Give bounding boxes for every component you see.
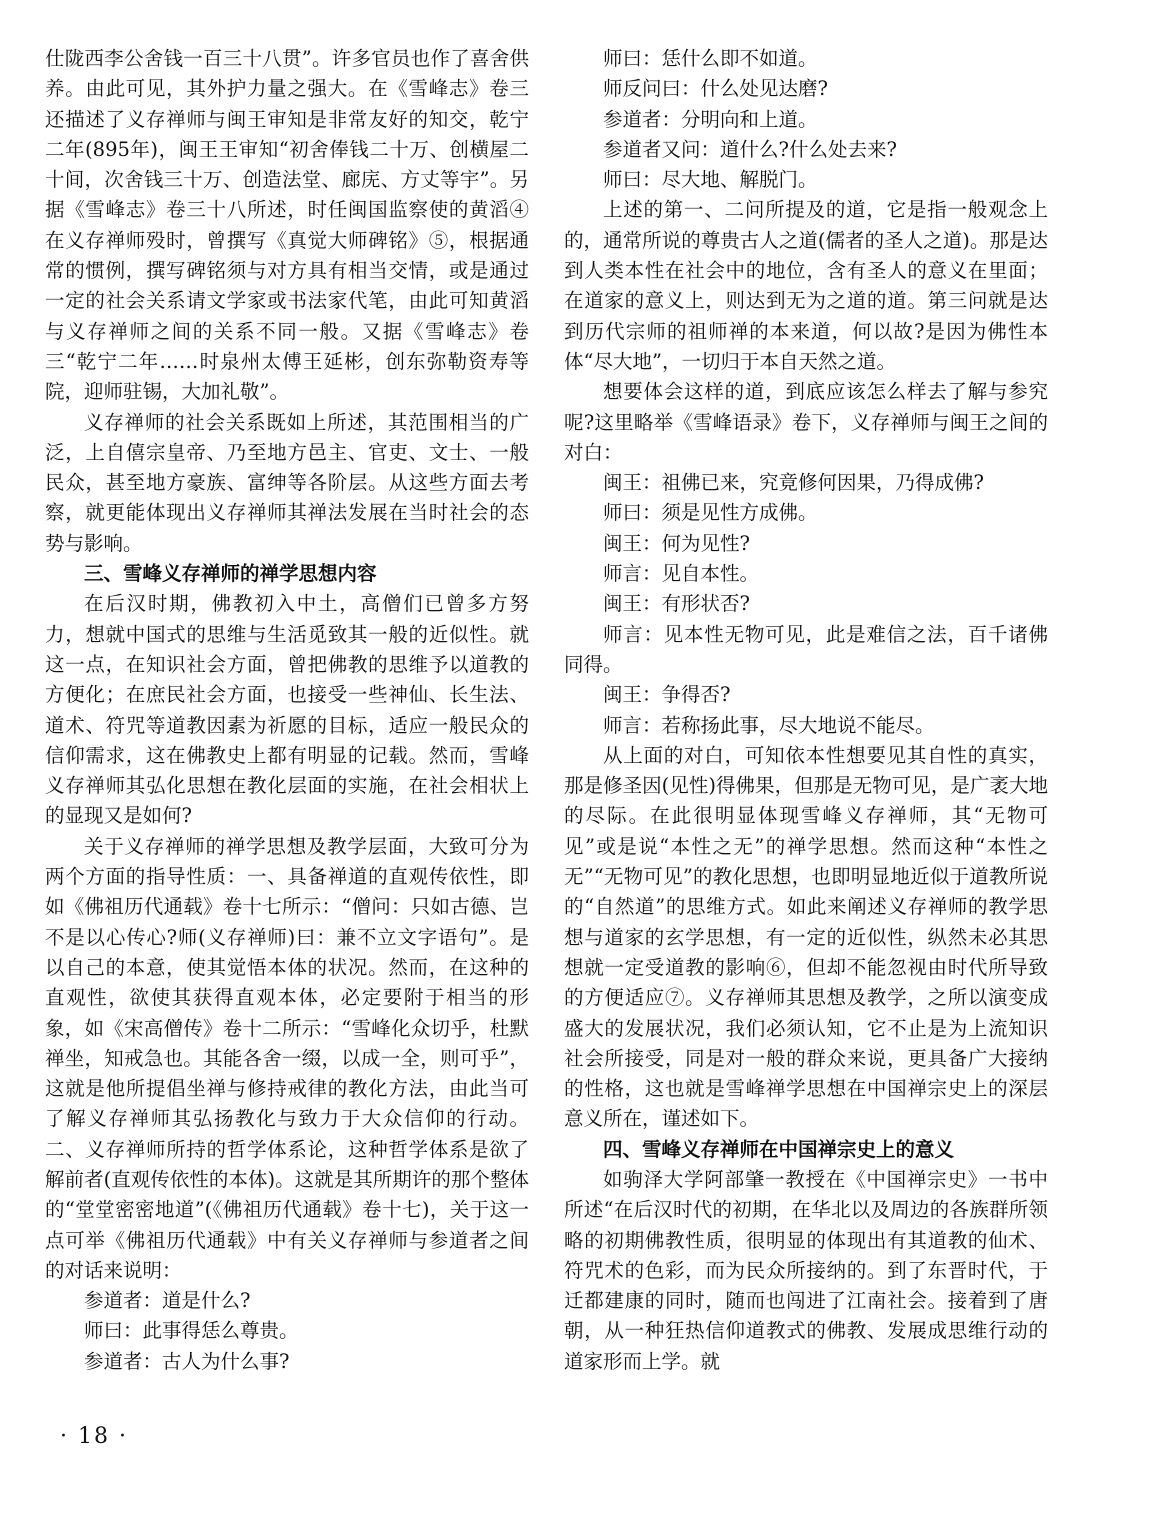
dialogue-line: 师曰：尽大地、解脱门。: [603, 168, 818, 192]
dialogue-line: 参道者：分明向和上道。: [603, 107, 818, 131]
section-heading: 四、雪峰义存禅师在中国禅宗史上的意义: [603, 1137, 955, 1161]
paragraph: 仕陇西李公舍钱一百三十八贯”。许多官员也作了喜舍供养。由此可见，其外护力量之强大。在《雪峰志》卷三还描述了义存禅师与闽王审知是非常友好的知交，乾宁二年(895年)，闽王王审知“初舍俸钱二十万、创横屋二十间，次舍钱三十万、创造法堂、廊庑、方丈等宇”。另据《雪峰志》卷三十八所述，时任闽国监察使的黄滔④在义存禅师殁时，曾撰写《真觉大师碑铭》⑤，根据通常的惯例，撰写碑铭须与对方具有相当交情，或是通过一定的社会关系请文学家或书法家代笔，由此可知黄滔与义存禅师之间的关系不同一般。又据《雪峰志》卷三“乾宁二年……时泉州太傅王延彬，创东弥勒资寿等院，迎师驻锡，大加礼敬”。: [45, 47, 529, 404]
dialogue-line: 参道者：古人为什么事?: [84, 1349, 290, 1373]
paragraph: 义存禅师的社会关系既如上所述，其范围相当的广泛，上自僖宗皇帝、乃至地方邑主、官吏、文士、一般民众，甚至地方豪族、富绅等各阶层。从这些方面去考察，就更能体现出义存禅师其禅法发展在当时社会的态势与影响。: [45, 410, 529, 555]
dialogue-line: 师言：见自本性。: [603, 562, 760, 586]
section-heading: 三、雪峰义存禅师的禅学思想内容: [84, 562, 377, 586]
left-column: [45, 44, 529, 1377]
paragraph: 关于义存禅师的禅学思想及教学层面，大致可分为两个方面的指导性质：一、具备禅道的直观传依性，即如《佛祖历代通载》卷十七所示：“僧问：只如古德、岂不是以心传心?师(义存禅师)曰：兼不立文字语句”。是以自己的本意，使其觉悟本体的状况。然而，在这种的直观性，欲使其获得直观本体，必定要附于相当的形象，如《宋高僧传》卷十二所示：“雪峰化众切乎，杜默禅坐，知戒急也。其能各舍一缀，以成一全，则可乎”，这就是他所提倡坐禅与修持戒律的教化方法，由此当可了解义存禅师其弘扬教化与致力于大众信仰的行动。二、义存禅师所持的哲学体系论，这种哲学体系是欲了解前者(直观传依性的本体)。这就是其所期许的那个整体的“堂堂密密地道”(《佛祖历代通载》卷十七)，关于这一点可举《佛祖历代通载》中有关义存禅师与参道者之间的对话来说明：: [45, 834, 529, 1282]
paragraph: 从上面的对白，可知依本性想要见其自性的真实，那是修圣因(见性)得佛果，但那是无物可见，是广袤大地的尽际。在此很明显体现雪峰义存禅师，其“无物可见”或是说“本性之无”的禅学思想。然而这种“本性之无”“无物可见”的教化思想，也即明显地近似于道教所说的“自然道”的思维方式。如此来阐述义存禅师的教学思想与道家的玄学思想，有一定的近似性，纵然未必其思想就一定受道教的影响⑥，但却不能忽视由时代所导致的方便适应⑦。义存禅师其思想及教学，之所以演变成盛大的发展状况，我们必须认知，它不止是为上流知识社会所接受，同是对一般的群众来说，更具备广大接纳的性格，这也就是雪峰禅学思想在中国禅宗史上的深层意义所在，谨述如下。: [564, 743, 1048, 1131]
dialogue-line: 师曰：此事得恁么尊贵。: [84, 1319, 299, 1343]
paragraph: 如驹泽大学阿部肇一教授在《中国禅宗史》一书中所述“在后汉时代的初期，在华北以及周边的各族群所领略的初期佛教性质，很明显的体现出有其道教的仙术、符咒术的色彩，而为民众所接纳的。到了东晋时代，于迁都建康的同时，随而也闯进了江南社会。接着到了唐朝，从一种狂热信仰道教式的佛教、发展成思维行动的道家形而上学。就: [564, 1167, 1048, 1373]
dialogue-line: 师言：若称扬此事，尽大地说不能尽。: [603, 713, 935, 737]
dialogue-line: 闽王：何为见性?: [603, 531, 750, 555]
dialogue-line: 师反问曰：什么处见达磨?: [603, 77, 828, 101]
page-number: · 18 ·: [60, 1424, 128, 1449]
dialogue-line: 闽王：争得否?: [603, 683, 731, 707]
paragraph: 想要体会这样的道，到底应该怎么样去了解与参究呢?这里略举《雪峰语录》卷下，义存禅师与闽王之间的对白：: [564, 380, 1048, 464]
dialogue-line: 闽王：有形状否?: [603, 592, 750, 616]
dialogue-line: 参道者又问：道什么?什么处去来?: [603, 137, 897, 161]
dialogue-line: 师曰：须是见性方成佛。: [603, 501, 818, 525]
paragraph: 师言：见本性无物可见，此是难信之法，百千诸佛同得。: [564, 622, 1048, 676]
right-column: [564, 44, 1048, 1377]
dialogue-line: 师曰：恁什么即不如道。: [603, 47, 818, 70]
dialogue-line: 闽王：祖佛已来，究竟修何因果，乃得成佛?: [603, 471, 984, 495]
dialogue-line: 参道者：道是什么?: [84, 1289, 251, 1313]
paragraph: 在后汉时期，佛教初入中土，高僧们已曾多方努力，想就中国式的思维与生活觅致其一般的近似性。就这一点，在知识社会方面，曾把佛教的思维予以道教的方便化；在庶民社会方面，也接受一些神仙、长生法、道术、符咒等道教因素为祈愿的目标，适应一般民众的信仰需求，这在佛教史上都有明显的记载。然而，雪峰义存禅师其弘化思想在教化层面的实施，在社会相状上的显现又是如何?: [45, 592, 529, 828]
paragraph: 上述的第一、二问所提及的道，它是指一般观念上的，通常所说的尊贵古人之道(儒者的圣人之道)。那是达到人类本性在社会中的地位，含有圣人的意义在里面；在道家的意义上，则达到无为之道的道。第三问就是达到历代宗师的祖师禅的本来道，何以故?是因为佛性本体“尽大地”，一切归于本自天然之道。: [564, 198, 1048, 373]
